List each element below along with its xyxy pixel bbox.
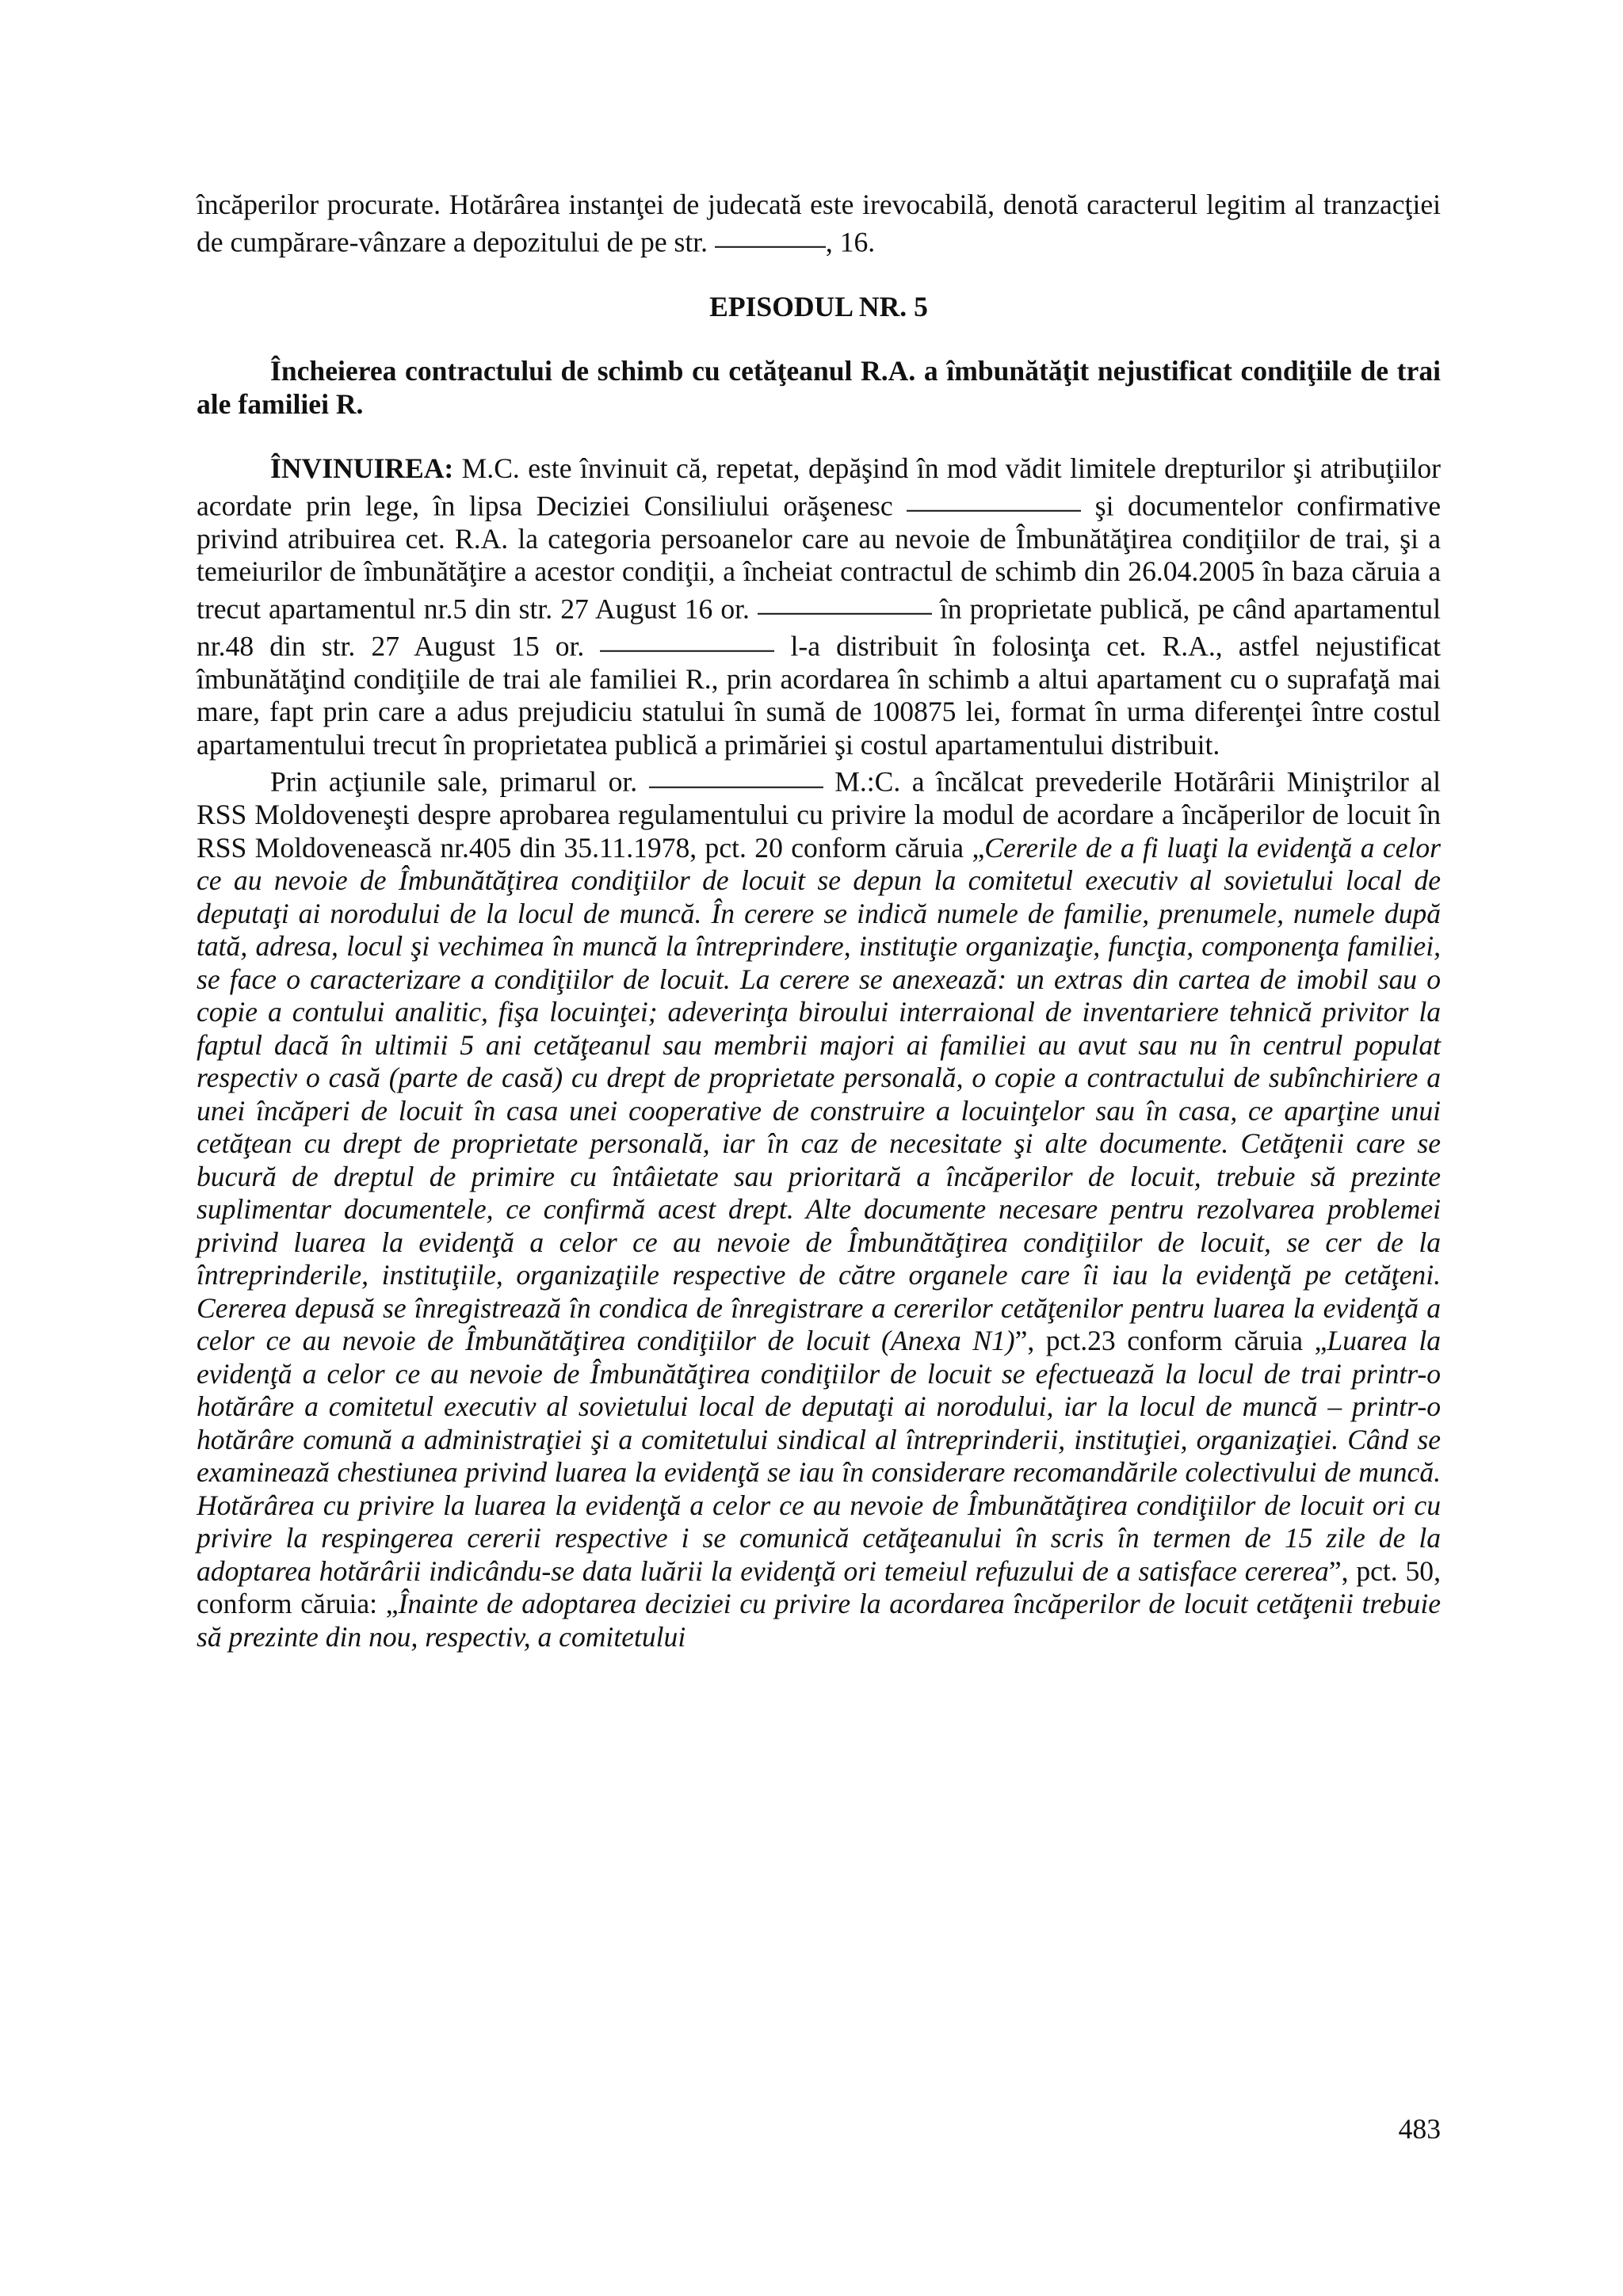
actions-text-mid-2: ”, pct. 50, conform căruia: „	[197, 1554, 1441, 1620]
redacted-blank	[907, 482, 1081, 512]
intro-paragraph	[197, 189, 1441, 259]
episode-summary: Încheierea contractului de schimb cu cetăţeanul R.A. a îmbunătăţit nejustificat condiţiile de trai ale familiei R.	[197, 355, 1441, 420]
episode-heading: EPISODUL NR. 5	[709, 290, 928, 322]
actions-text-2: M.:C. a încălcat prevederile Hotărârii Miniştrilor al RSS Moldoveneşti despre aprobarea regulamentului cu privire la modul de acordare a încăperilor de locuit în RSS Moldovenească nr.405 din 35.11.1978, pct. 20 conform căruia „	[197, 765, 1441, 864]
actions-text-1: Prin acţiunile sale, primarul or.	[270, 765, 649, 798]
page-number: 483	[1398, 2113, 1441, 2145]
accusation-label: ÎNVINUIREA:	[270, 452, 454, 485]
redacted-blank	[758, 585, 932, 615]
redacted-blank	[600, 623, 774, 653]
actions-text-mid-1: ”, pct.23 conform căruia „	[1014, 1325, 1327, 1357]
document-page	[197, 189, 1441, 1653]
redacted-blank	[715, 218, 826, 248]
quoted-regulation-pct20: Cererile de a fi luaţi la evidenţă a celor ce au nevoie de Îmbunătăţirea condiţiilor de locuit se depun la comitetul executiv al sovietului local de deputaţi ai norodului de la locul de muncă. În cerere se indică numele de familie, prenumele, numele după tată, adresa, locul şi vechimea în muncă la întreprindere, instituţie organizaţie, funcţia, componenţa familiei, se face o caracterizare a condiţiilor de locuit. La cerere se anexează: un extras din cartea de imobil sau o copie a contului analitic, fişa locuinţei; adeverinţa biroului interraional de inventariere tehnică privitor la faptul dacă în ultimii 5 ani cetăţeanul sau membrii majori ai familiei au avut sau nu în centrul populat respectiv o casă (parte de casă) cu drept de proprietate personală, o copie a contractului de subînchiriere a unei încăperi de locuit în casa unei cooperative de construire a locuinţelor sau în casa, ce aparţine unui cetăţean cu drept de proprietate personală, iar în caz de necesitate şi alte documente. Cetăţenii care se bucură de dreptul de primire cu întâietate sau prioritară a încăperilor de locuit, trebuie să prezinte suplimentar documentele, ce confirmă acest drept. Alte documente necesare pentru rezolvarea problemei privind luarea la evidenţă a celor ce au nevoie de Îmbunătăţirea condiţiilor de locuit, se cer de la întreprinderile, instituţiile, organizaţiile respective de către organele care îi iau la evidenţă pe cetăţeni. Cererea depusă se înregistrează în condica de înregistrare a cererilor cetăţenilor pentru luarea la evidenţă a celor ce au nevoie de Îmbunătăţirea condiţiilor de locuit (Anexa N1)	[197, 831, 1441, 1357]
accusation-text-3: în proprietate publică, pe când apartamentul nr.48 din str. 27 August 15 or.	[197, 593, 1441, 662]
accusation-paragraph	[197, 452, 1441, 761]
intro-text-after: , 16.	[825, 226, 876, 258]
accusation-text-4: l-a distribuit în folosinţa cet. R.A., astfel nejustificat îmbunătăţind condiţiile de trai ale familiei R., prin acordarea în schimb a altui apartament cu o suprafaţă mai mare, fapt prin care a adus prejudiciu statului în sumă de 100875 lei, format în urma diferenţei între costul apartamentului trecut în proprietatea publică a primăriei şi costul apartamentului distribuit.	[197, 630, 1441, 761]
intro-text-before: încăperilor procurate. Hotărârea instanţei de judecată este irevocabilă, denotă caracterul legitim al tranzacţiei de cumpărare-vânzare a depozitului de pe str.	[197, 189, 1441, 258]
redacted-blank	[649, 758, 823, 788]
accusation-text-2: şi documentelor confirmative privind atribuirea cet. R.A. la categoria persoanelor care au nevoie de Îmbunătăţirea condiţiilor de trai, şi a temeiurilor de îmbunătăţire a acestor condiţii, a încheiat contractul de schimb din 26.04.2005 în baza căruia a trecut apartamentul nr.5 din str. 27 August 16 or.	[197, 490, 1441, 625]
accusation-text-1: M.C. este învinuit că, repetat, depăşind în mod vădit limitele drepturilor şi atribuţiilor acordate prin lege, în lipsa Deciziei Consiliului orăşenesc	[197, 452, 1441, 522]
quoted-regulation-pct50: Înainte de adoptarea deciziei cu privire la acordarea încăperilor de locuit cetăţenii trebuie să prezinte din nou, respectiv, a comitetului	[197, 1588, 1442, 1653]
actions-paragraph	[197, 761, 1441, 1653]
quoted-regulation-pct23: Luarea la evidenţă a celor ce au nevoie de Îmbunătăţirea condiţiilor de locuit se efectuează la locul de trai printr-o hotărâre a comitetul executiv al sovietului local de deputaţi ai norodului, iar la locul de muncă – printr-o hotărâre comună a administraţiei şi a comitetului sindical al întreprinderii, instituţiei, organizaţiei. Când se examinează chestiunea privind luarea la evidenţă se iau în considerare recomandările colectivului de muncă. Hotărârea cu privire la luarea la evidenţă a celor ce au nevoie de Îmbunătăţirea condiţiilor de locuit ori cu privire la respingerea cererii respective i se comunică cetăţeanului în scris în termen de 15 zile de la adoptarea hotărârii indicându-se data luării la evidenţă ori temeiul refuzului de a satisface cererea	[197, 1325, 1441, 1587]
